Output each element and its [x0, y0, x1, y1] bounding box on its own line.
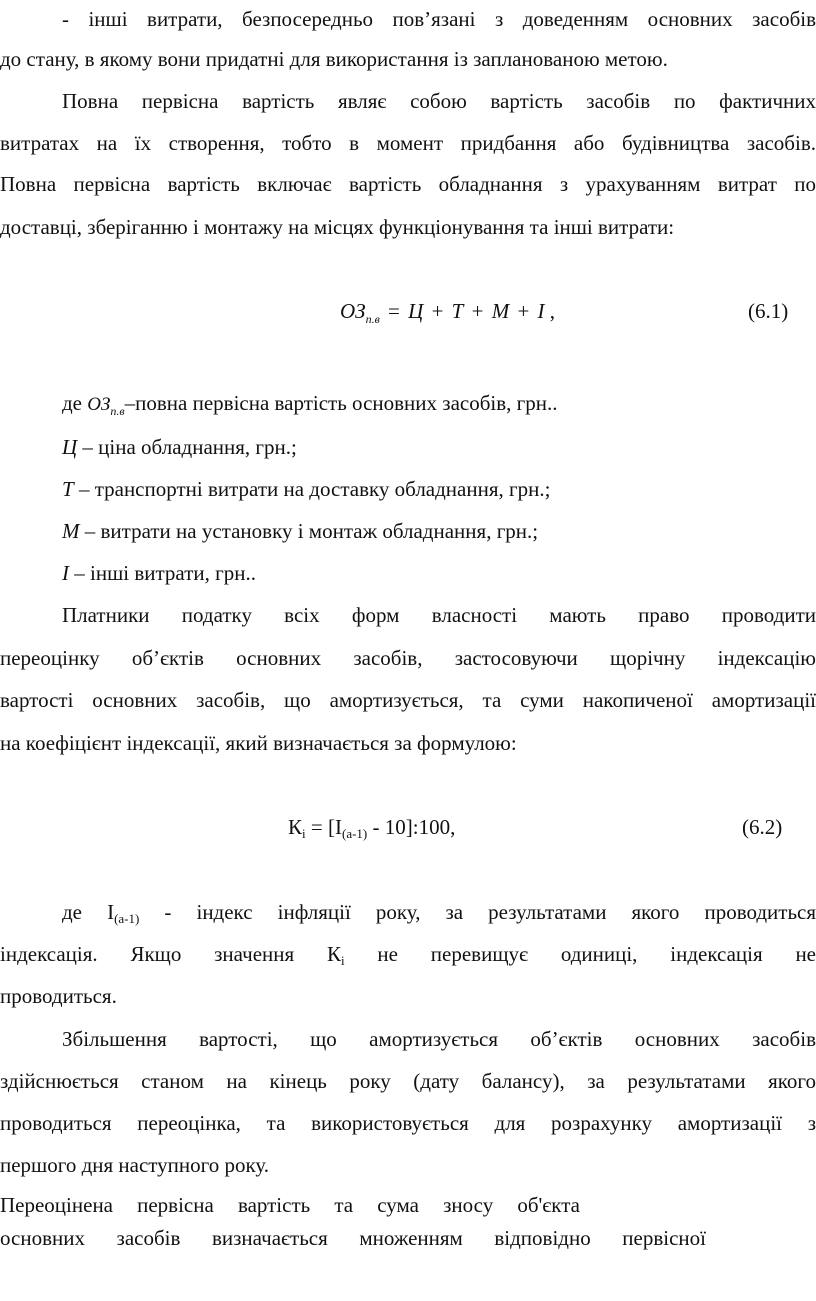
formula-term-other: І — [537, 299, 545, 323]
definition-symbol: Т — [62, 477, 74, 501]
formula-rhs-end: - 10]:100, — [372, 815, 456, 839]
formula-plus: + — [517, 299, 530, 323]
definition-symbol: Ц — [62, 435, 78, 459]
text-line: першого дня наступного року. — [0, 1153, 270, 1177]
formula-lhs-subscript: і — [302, 826, 306, 841]
formula-rhs-subscript: (а-1) — [341, 826, 368, 841]
formula-plus: + — [431, 299, 444, 323]
text-line: Збільшення вартості, що амортизується об’єктів основних засобів — [62, 1027, 816, 1051]
definition-text: –повна первісна вартість основних засобів, грн.. — [124, 391, 558, 415]
definition-other — [62, 560, 816, 586]
text-line: Повна первісна вартість включає вартість обладнання з урахуванням витрат по — [0, 172, 816, 196]
definition-inflation — [62, 899, 816, 925]
text-line: доставці, зберіганню і монтажу на місцях функціонування та інші витрати: — [0, 215, 675, 239]
formula-term-transport: Т — [451, 299, 464, 323]
definition-text: – ціна обладнання, грн.; — [82, 435, 297, 459]
definition-price — [62, 434, 816, 460]
text-line: проводиться. — [0, 984, 117, 1008]
formula-equals: = — [388, 299, 400, 323]
formula-number-6-1: (6.1) — [748, 299, 789, 323]
text-line: - інші витрати, безпосередньо пов’язані з доведенням основних засобів — [62, 7, 816, 31]
formula-lhs-subscript: п.в — [365, 312, 380, 326]
formula-number-6-2: (6.2) — [742, 815, 783, 839]
definition-prefix: де І — [62, 900, 115, 924]
text-line: вартості основних засобів, що амортизується, та суми накопиченої амортизації — [0, 688, 816, 712]
definition-symbol: М — [62, 519, 80, 543]
definition-subscript: (а-1) — [114, 911, 140, 926]
definition-transport — [62, 476, 816, 502]
text-line: Повна первісна вартість являє собою вартість засобів по фактичних — [62, 89, 816, 113]
formula-term-montage: М — [491, 299, 510, 323]
formula-plus: + — [471, 299, 484, 323]
text-fragment: не перевищує одиниці, індексація не — [377, 942, 816, 966]
definition-text: – транспортні витрати на доставку обладнання, грн.; — [78, 477, 551, 501]
formula-term-price: Ц — [408, 299, 424, 323]
text-line: здійснюється станом на кінець року (дату балансу), за результатами якого — [0, 1069, 816, 1093]
text-line: до стану, в якому вони придатні для використання із запланованою метою. — [0, 47, 668, 71]
text-fragment: індексація. Якщо значення К — [0, 942, 341, 966]
text-line — [0, 941, 816, 967]
definition-oz — [62, 390, 816, 418]
formula-lhs: К — [288, 815, 303, 839]
text-line: Платники податку всіх форм власності мають право проводити — [62, 603, 816, 627]
formula-6-1 — [340, 298, 555, 324]
definition-text: – інші витрати, грн.. — [74, 561, 256, 585]
definition-symbol-subscript: п.в — [110, 404, 125, 418]
definition-symbol: ОЗ — [87, 394, 111, 415]
definition-text: - індекс інфляції року, за результатами якого проводиться — [164, 900, 816, 924]
text-line: переоцінку об’єктів основних засобів, застосовуючи щорічну індексацію — [0, 646, 816, 670]
definition-prefix: де — [62, 391, 83, 415]
definition-symbol: І — [62, 561, 69, 585]
text-subscript: і — [340, 953, 345, 968]
text-line: витратах на їх створення, тобто в момент придбання або будівництва засобів. — [0, 131, 816, 155]
formula-lhs: ОЗ — [340, 299, 366, 323]
formula-rhs-start: = [І — [310, 815, 342, 839]
text-line: Переоцінена первісна вартість та сума зносу об'єкта — [0, 1193, 580, 1217]
text-line: на коефіцієнт індексації, який визначається за формулою: — [0, 731, 517, 755]
formula-comma: , — [549, 299, 556, 323]
definition-montage — [62, 518, 816, 544]
definition-text: – витрати на установку і монтаж обладнання, грн.; — [84, 519, 539, 543]
formula-6-2 — [288, 814, 455, 840]
text-line: проводиться переоцінка, та використовується для розрахунку амортизації з — [0, 1111, 816, 1135]
text-line: основних засобів визначається множенням відповідно первісної — [0, 1226, 706, 1250]
